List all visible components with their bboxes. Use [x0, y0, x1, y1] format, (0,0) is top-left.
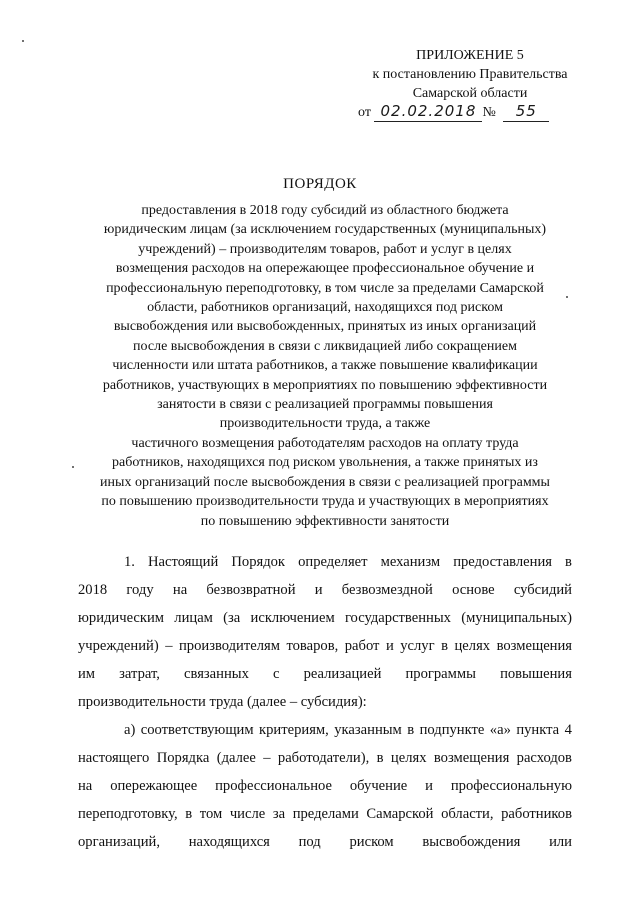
subtitle-line: после высвобождения в связи с ликвидацией либо сокращением [133, 338, 517, 354]
document-body [78, 548, 572, 856]
annex-line-2: Самарской области [412, 86, 528, 101]
subtitle-line: предоставления в 2018 году субсидий из областного бюджета [141, 203, 509, 218]
subtitle-line: по повышению эффективности занятости [200, 513, 450, 529]
subtitle-line: численности или штата работников, а также повышение квалификации [112, 358, 538, 374]
subtitle-line: учреждений) – производителям товаров, работ и услуг в целях [138, 241, 512, 257]
number-label: № [482, 105, 496, 120]
subtitle-line: области, работников организаций, находящихся под риском [147, 300, 503, 316]
handwritten-number: 55 [503, 103, 549, 122]
body-line: организаций, находящихся под риском высвобождения или [78, 834, 572, 850]
body-line: на опережающее профессиональное обучение и профессиональную [78, 778, 572, 794]
body-line: им затрат, связанных с реализацией программы повышения [78, 666, 572, 682]
subtitle-line: работников, участвующих в мероприятиях по повышению эффективности [102, 377, 548, 393]
body-line: настоящего Порядка (далее – работодатели), в целях возмещения расходов [78, 750, 572, 766]
handwritten-date: 02.02.2018 [374, 103, 482, 122]
subtitle-line: частичного возмещения работодателям расходов на оплату труда [131, 435, 519, 451]
body-line: 2018 году на безвозвратной и безвозмездной основе субсидий [78, 582, 572, 598]
annex-header [350, 46, 590, 122]
annex-date-number-line [350, 103, 590, 122]
scan-speck [22, 40, 24, 42]
subtitle-line: юридическим лицам (за исключением государственных (муниципальных) [103, 222, 547, 238]
body-line: производительности труда (далее – субсидия): [78, 694, 367, 710]
document-subtitle [60, 201, 590, 531]
scan-speck [72, 466, 74, 468]
subtitle-line: по повышению производительности труда и участвующих в мероприятиях [101, 494, 549, 510]
subtitle-line: возмещения расходов на опережающее профессиональное обучение и [115, 261, 535, 277]
body-line: 1. Настоящий Порядок определяет механизм предоставления в [124, 554, 572, 570]
annex-line-1: к постановлению Правительства [372, 67, 568, 82]
document-title: ПОРЯДОК [283, 176, 357, 192]
subtitle-line: высвобождения или высвобожденных, принятых из иных организаций [113, 319, 537, 335]
body-line: а) соответствующим критериям, указанным в подпункте «а» пункта 4 [124, 722, 572, 738]
body-line: учреждений) – производителям товаров, работ и услуг в целях возмещения [78, 638, 572, 654]
annex-title: ПРИЛОЖЕНИЕ 5 [416, 48, 524, 63]
subtitle-line: иных организаций после высвобождения в связи с реализацией программы [100, 474, 550, 490]
body-line: юридическим лицам (за исключением государственных (муниципальных) [78, 610, 572, 626]
subtitle-line: профессиональную переподготовку, в том числе за пределами Самарской [106, 280, 544, 296]
from-label: от [358, 105, 371, 120]
subtitle-line: работников, находящихся под риском увольнения, а также принятых из [112, 455, 538, 471]
scan-speck [566, 296, 568, 298]
body-line: переподготовку, в том числе за пределами Самарской области, работников [78, 806, 572, 822]
subtitle-line: производительности труда, а также [219, 416, 431, 432]
subtitle-line: занятости в связи с реализацией программы повышения [157, 397, 493, 413]
